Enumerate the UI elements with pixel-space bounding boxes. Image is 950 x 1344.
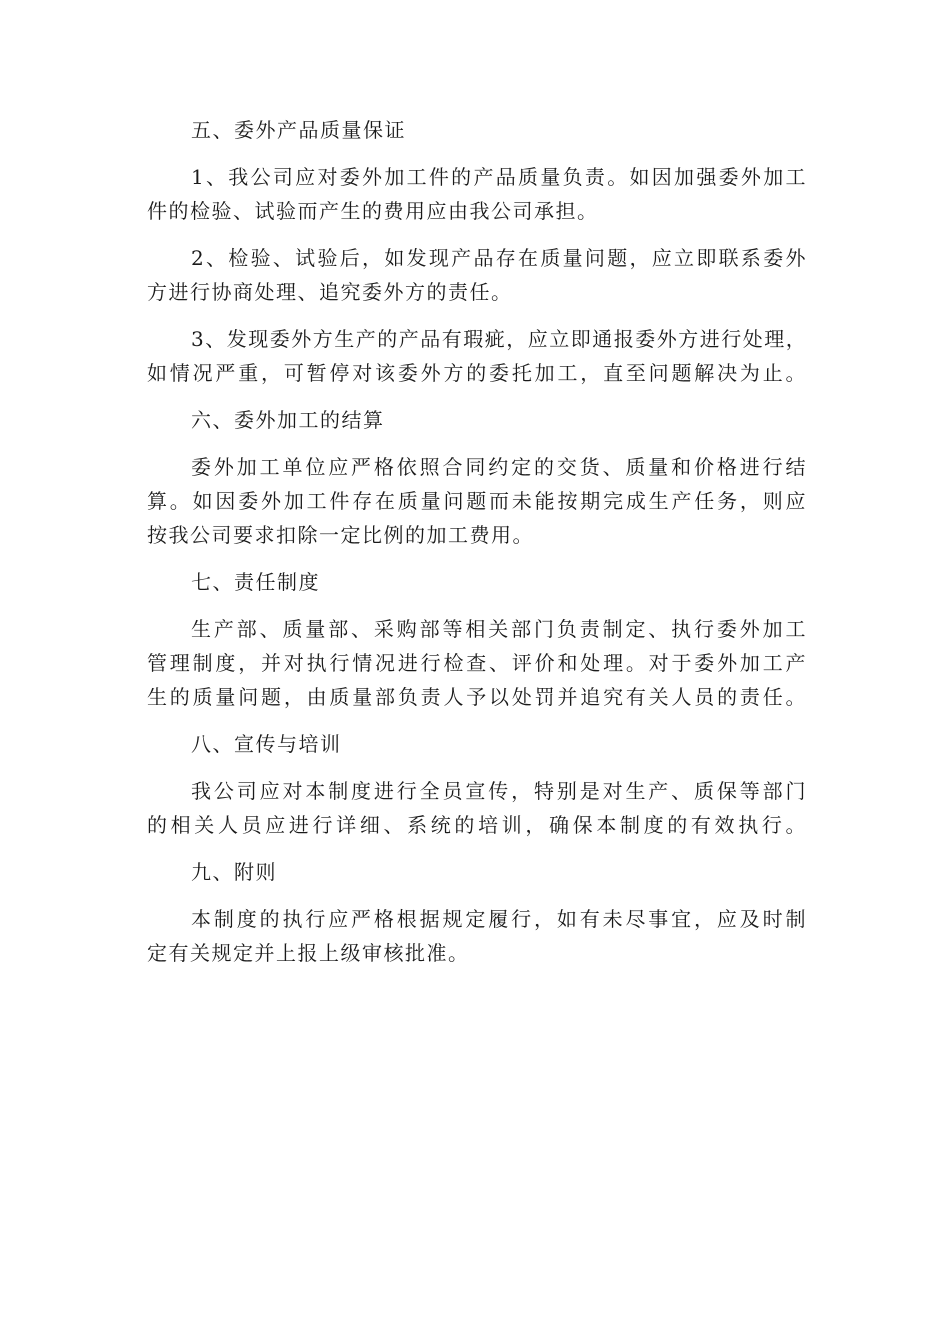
paragraph-line: 按我公司要求扣除一定比例的加工费用。	[147, 523, 534, 547]
paragraph-line: 委外加工单位应严格依照合同约定的交货、质量和价格进行结	[191, 455, 807, 479]
section-heading-7: 七、责任制度	[191, 570, 320, 594]
paragraph-5-1	[147, 160, 807, 228]
paragraph-line: 生的质量问题，由质量部负责人予以处罚并追究有关人员的责任。	[147, 685, 807, 709]
paragraph-line: 如情况严重，可暂停对该委外方的委托加工，直至问题解决为止。	[147, 361, 807, 385]
document-body	[147, 113, 807, 983]
paragraph-line: 1、我公司应对委外加工件的产品质量负责。如因加强委外加工	[191, 165, 807, 189]
paragraph-line: 定有关规定并上报上级审核批准。	[147, 941, 470, 965]
paragraph-line: 本制度的执行应严格根据规定履行，如有未尽事宜，应及时制	[191, 907, 807, 931]
paragraph-line: 算。如因委外加工件存在质量问题而未能按期完成生产任务，则应	[147, 489, 807, 513]
paragraph-line: 管理制度，并对执行情况进行检查、评价和处理。对于委外加工产	[147, 651, 807, 675]
section-heading-5: 五、委外产品质量保证	[191, 118, 406, 142]
paragraph-6	[147, 450, 807, 552]
paragraph-line: 方进行协商处理、追究委外方的责任。	[147, 280, 513, 304]
section-heading-6: 六、委外加工的结算	[191, 408, 385, 432]
paragraph-9	[147, 902, 807, 970]
paragraph-line: 生产部、质量部、采购部等相关部门负责制定、执行委外加工	[191, 617, 807, 641]
paragraph-line: 件的检验、试验而产生的费用应由我公司承担。	[147, 199, 599, 223]
paragraph-5-3	[147, 322, 807, 390]
paragraph-5-2	[147, 241, 807, 309]
section-heading-9: 九、附则	[191, 860, 277, 884]
section-heading-8: 八、宣传与培训	[191, 732, 342, 756]
paragraph-line: 我公司应对本制度进行全员宣传，特别是对生产、质保等部门	[191, 779, 807, 803]
paragraph-line: 的相关人员应进行详细、系统的培训，确保本制度的有效执行。	[147, 813, 807, 837]
paragraph-line: 2、检验、试验后，如发现产品存在质量问题，应立即联系委外	[191, 246, 807, 270]
paragraph-7	[147, 612, 807, 714]
paragraph-line: 3、发现委外方生产的产品有瑕疵，应立即通报委外方进行处理，	[191, 327, 808, 351]
paragraph-8	[147, 774, 807, 842]
